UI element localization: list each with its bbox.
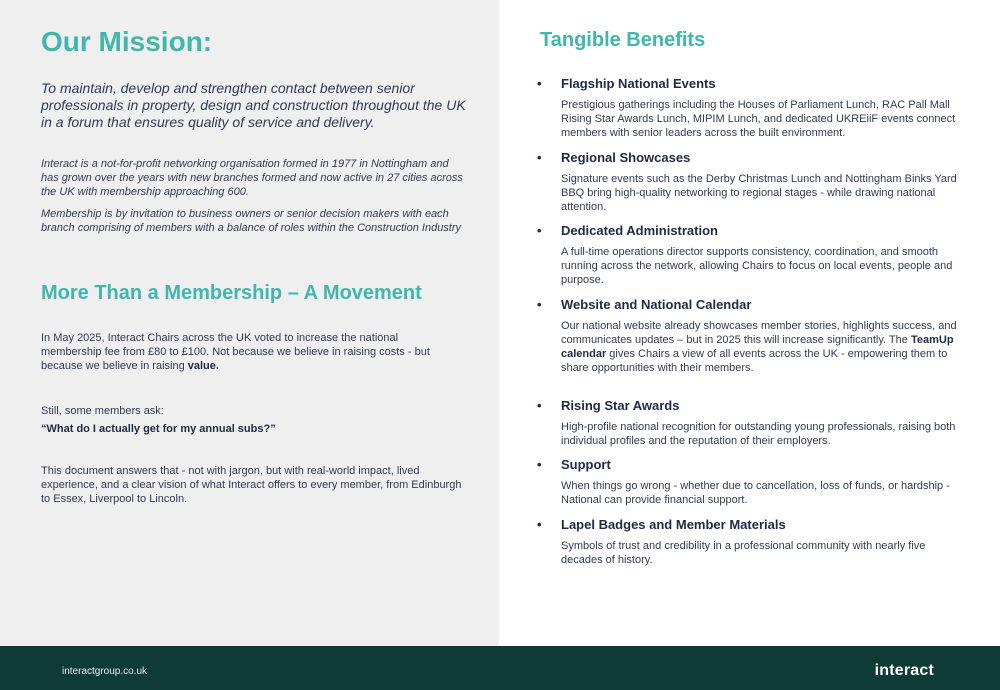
benefit-title: Website and National Calendar <box>561 297 752 312</box>
benefit-description-text: Our national website already showcases member stories, highlights success, and communicates updates – but in 2025 this will increase significantly. The <box>561 320 957 346</box>
benefit-title: Support <box>561 457 611 472</box>
vote-text: In May 2025, Interact Chairs across the UK voted to increase the national membership fee from £80 to £100. Not because we believe in raising costs - but because we believe in raising <box>41 332 430 372</box>
vote-bold: value. <box>187 360 219 372</box>
mission-panel <box>0 0 499 646</box>
answer-paragraph: This document answers that - not with jargon, but with real-world impact, lived experience, and a clear vision of what Interact offers to every member, from Edinburgh to Essex, Liverpool to Lincoln. <box>41 465 462 505</box>
benefit-description: A full-time operations director supports consistency, coordination, and smooth running across the network, allowing Chairs to focus on local events, people and purpose. <box>561 246 953 286</box>
bullet-icon: • <box>537 398 542 413</box>
bullet-icon: • <box>537 223 542 238</box>
benefits-panel <box>499 0 1000 646</box>
about-paragraph-2: Membership is by invitation to business owners or senior decision makers with each branch comprising of members with a balance of roles within the Construction Industry <box>41 208 462 234</box>
benefit-title: Regional Showcases <box>561 150 691 165</box>
benefit-title: Lapel Badges and Member Materials <box>561 517 786 532</box>
bullet-icon: • <box>537 150 542 165</box>
benefit-title: Rising Star Awards <box>561 398 680 413</box>
question-paragraph: “What do I actually get for my annual subs?” <box>41 423 276 435</box>
about-paragraph-1: Interact is a not-for-profit networking organisation formed in 1977 in Nottingham and has grown over the years with new branches formed and now active in 27 cities across the UK with membership approaching 600. <box>41 158 463 198</box>
still-paragraph: Still, some members ask: <box>41 405 164 417</box>
benefit-description: Prestigious gatherings including the Houses of Parliament Lunch, RAC Pall Mall Rising Star Awards Lunch, MIPIM Lunch, and dedicated UKREiiF events connect members with senior leaders across the built environment. <box>561 99 956 139</box>
benefit-description: When things go wrong - whether due to cancellation, loss of funds, or hardship - National can provide financial support. <box>561 480 950 506</box>
interact-logo: interact <box>874 662 934 679</box>
vote-paragraph <box>41 331 461 373</box>
benefit-description: High-profile national recognition for outstanding young professionals, raising both individual profiles and the reputation of their employers. <box>561 421 956 447</box>
benefits-title: Tangible Benefits <box>540 29 706 51</box>
benefit-title: Dedicated Administration <box>561 223 718 238</box>
benefit-description <box>561 319 966 375</box>
bullet-icon: • <box>537 297 542 312</box>
teamup-calendar-text: TeamUp calendar <box>561 334 954 360</box>
benefit-description: Signature events such as the Derby Christmas Lunch and Nottingham Binks Yard BBQ bring high-quality networking to regional stages - while drawing national attention. <box>561 173 957 213</box>
mission-title: Our Mission: <box>41 26 213 57</box>
benefit-description: Symbols of trust and credibility in a professional community with nearly five decades of history. <box>561 540 926 566</box>
bullet-icon: • <box>537 76 542 91</box>
benefit-title: Flagship National Events <box>561 76 716 91</box>
movement-title: More Than a Membership – A Movement <box>41 282 422 304</box>
bullet-icon: • <box>537 517 542 532</box>
footer <box>0 646 1000 690</box>
mission-statement: To maintain, develop and strengthen contact between senior professionals in property, design and construction throughout the UK in a forum that ensures quality of service and delivery. <box>41 80 466 130</box>
benefit-description-text: gives Chairs a view of all events across the UK - empowering them to share opportunities with their members. <box>561 348 948 374</box>
bullet-icon: • <box>537 457 542 472</box>
footer-url-link[interactable]: interactgroup.co.uk <box>62 666 148 677</box>
